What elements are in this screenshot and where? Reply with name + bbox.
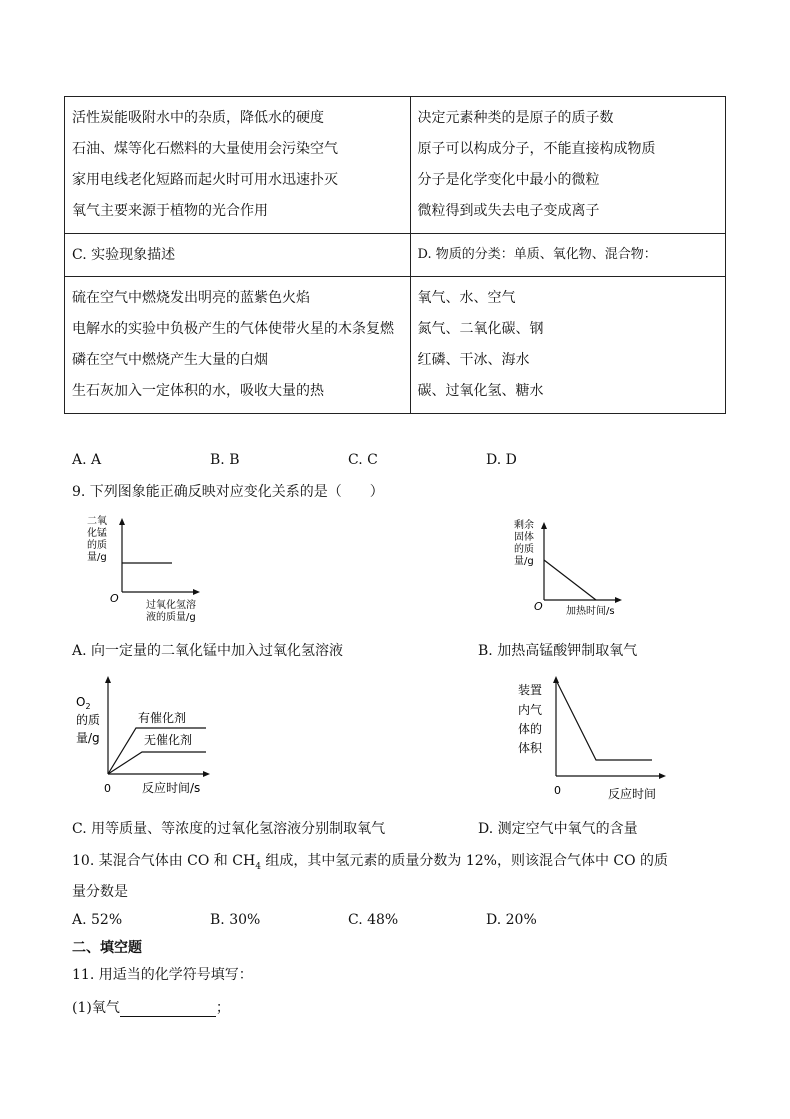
graph-c-curve2-label: 无催化剂 (144, 733, 193, 747)
graph-a-ylabel: 二氧 (87, 516, 107, 527)
graph-a-ylabel: 的质 (87, 540, 107, 551)
cell-d-line: 红磷、干冰、海水 (417, 352, 530, 368)
q10-stem-line2: 量分数是 (72, 884, 128, 900)
graph-c-ylabel-o: O (76, 695, 86, 709)
graph-b-line (544, 560, 596, 600)
q10-subscript: 4 (255, 861, 261, 872)
graph-d (510, 672, 670, 804)
graph-d-ylabel: 装置 (518, 683, 543, 697)
q11-stem: 11. 用适当的化学符号填写： (72, 967, 253, 983)
graph-d-origin: 0 (554, 784, 561, 797)
cell-b-line: 原子可以构成分子，不能直接构成物质 (417, 141, 656, 157)
q10-stem-line1 (72, 850, 668, 872)
cell-b-line: 微粒得到或失去电子变成离子 (417, 203, 600, 219)
q9-stem: 9. 下列图象能正确反映对应变化关系的是（ ） (72, 484, 384, 500)
q10-option-c[interactable]: C. 48% (348, 912, 399, 928)
graph-b-ylabel: 量/g (514, 556, 534, 567)
graph-b (510, 518, 640, 622)
graph-a-ylabel: 化锰 (87, 528, 107, 539)
graph-c-origin: 0 (104, 782, 111, 795)
graph-a-x-arrow (193, 589, 200, 595)
graph-b-ylabel: 的质 (514, 544, 534, 555)
graph-c-xlabel: 反应时间/s (142, 781, 201, 795)
cell-d (410, 277, 726, 414)
graph-c-ylabel-sub: 2 (85, 702, 91, 711)
graph-d-ylabel: 体的 (518, 722, 543, 736)
q11-item-1-blank[interactable] (120, 1002, 216, 1017)
cell-c-line: 电解水的实验中负极产生的气体使带火星的木条复燃 (72, 321, 394, 337)
cell-a-line: 活性炭能吸附水中的杂质，降低水的硬度 (72, 110, 324, 126)
graph-a-ylabel: 量/g (87, 552, 107, 563)
graph-c-curve-no-catalyst (108, 752, 206, 774)
graph-c-ylabel: 量/g (76, 731, 100, 745)
q9-option-b[interactable]: B. 加热高锰酸钾制取氧气 (478, 643, 638, 659)
q9-option-c[interactable]: C. 用等质量、等浓度的过氧化氢溶液分别制取氧气 (72, 821, 386, 837)
graph-d-ylabel: 体积 (518, 741, 543, 755)
cell-c (65, 277, 411, 414)
cell-d-line: 氮气、二氧化碳、钢 (417, 321, 544, 337)
cell-a-line: 石油、煤等化石燃料的大量使用会污染空气 (72, 141, 338, 157)
cell-c-line: 生石灰加入一定体积的水，吸收大量的热 (72, 383, 324, 399)
graph-a (84, 510, 224, 626)
cell-b-line: 分子是化学变化中最小的微粒 (417, 172, 600, 188)
q10-text: 10. 某混合气体由 CO 和 CH (72, 853, 256, 869)
cell-a-line: 氧气主要来源于植物的光合作用 (72, 203, 268, 219)
cell-d-line: 氧气、水、空气 (417, 290, 516, 306)
graph-c-x-arrow (203, 771, 210, 777)
graph-b-origin: O (534, 600, 543, 613)
graph-d-y-arrow (553, 676, 559, 683)
graph-a-xlabel: 过氧化氢溶 (146, 600, 196, 611)
graph-a-xlabel: 液的质量/g (146, 612, 196, 623)
header-d: D. 物质的分类：单质、氧化物、混合物： (410, 234, 726, 277)
section-title: 二、填空题 (72, 940, 142, 956)
q10-option-d[interactable]: D. 20% (486, 912, 537, 928)
graph-d-ylabel: 内气 (518, 703, 543, 717)
graph-c-curve1-label: 有催化剂 (138, 711, 187, 725)
graph-d-xlabel: 反应时间 (608, 787, 657, 801)
q11-item-1 (72, 997, 230, 1017)
graph-c (72, 672, 222, 800)
graph-b-y-arrow (541, 522, 547, 529)
graph-c-y-arrow (105, 676, 111, 683)
cell-b-line: 决定元素种类的是原子的质子数 (417, 110, 614, 126)
cell-a-line: 家用电线老化短路而起火时可用水迅速扑灭 (72, 172, 338, 188)
cell-d-line: 碳、过氧化氢、糖水 (417, 383, 544, 399)
q8-option-d[interactable]: D. D (486, 452, 517, 468)
graph-d-x-arrow (659, 773, 666, 779)
cell-b (410, 97, 726, 234)
graph-d-line (556, 680, 652, 760)
q8-option-b[interactable]: B. B (210, 452, 240, 468)
q9-option-a[interactable]: A. 向一定量的二氧化锰中加入过氧化氢溶液 (72, 643, 344, 659)
graph-b-x-arrow (615, 597, 622, 603)
q8-option-a[interactable]: A. A (72, 452, 102, 468)
cell-c-line: 硫在空气中燃烧发出明亮的蓝紫色火焰 (72, 290, 310, 306)
graph-c-ylabel: 的质 (76, 713, 101, 727)
header-c: C. 实验现象描述 (65, 234, 411, 277)
graph-c-ylabel-o2 (76, 695, 91, 711)
q10-option-a[interactable]: A. 52% (72, 912, 123, 928)
graph-b-ylabel: 剩余 (514, 520, 534, 531)
cell-c-line: 磷在空气中燃烧产生大量的白烟 (72, 352, 268, 368)
graph-a-origin: O (110, 592, 119, 605)
graph-a-y-arrow (119, 518, 125, 525)
q9-option-d[interactable]: D. 测定空气中氧气的含量 (478, 821, 638, 837)
graph-b-xlabel: 加热时间/s (566, 606, 615, 617)
q10-option-b[interactable]: B. 30% (210, 912, 261, 928)
cell-a (65, 97, 411, 234)
q11-item-1-label: (1)氧气 (72, 1000, 120, 1016)
question-8-table (64, 96, 726, 414)
q10-text: 组成，其中氢元素的质量分数为 12%，则该混合气体中 CO 的质 (260, 853, 669, 869)
q8-option-c[interactable]: C. C (348, 452, 378, 468)
q11-item-1-end: ； (215, 1000, 230, 1016)
graph-b-ylabel: 固体 (514, 532, 534, 543)
